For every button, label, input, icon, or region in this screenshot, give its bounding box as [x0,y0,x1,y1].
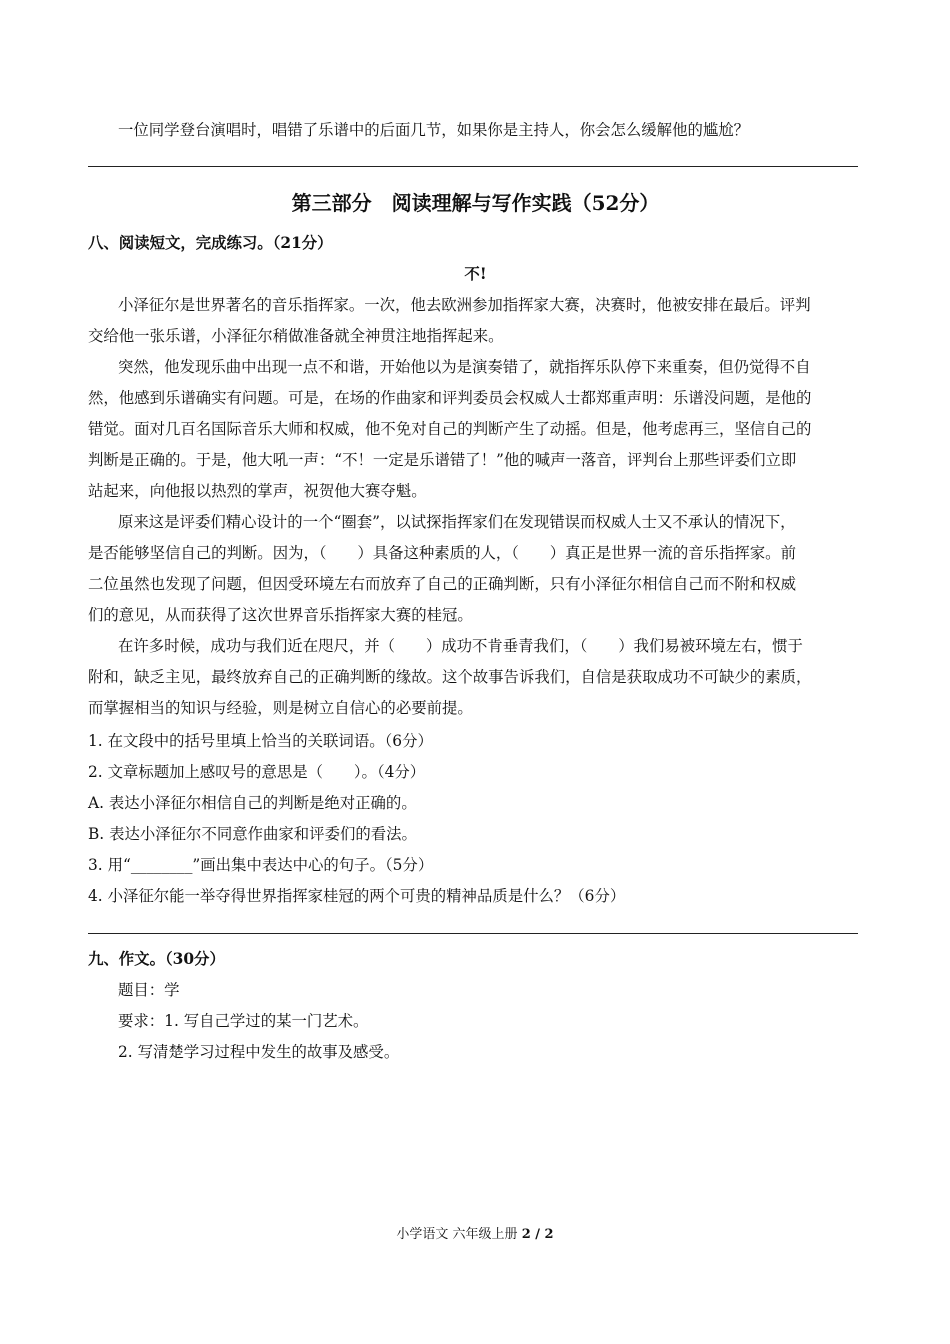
passage-line: 交给他一张乐谱，小泽征尔稍做准备就全神贯注地指挥起来。 [88,327,504,345]
passage-line: 判断是正确的。于是，他大吼一声：“不！一定是乐谱错了！”他的喊声一落音，评判台上那些评委们立即 [88,451,797,469]
answer-line [88,933,858,934]
essay-requirement-1: 要求：1. 写自己学过的某一门艺术。 [118,1012,369,1030]
passage-line: 错觉。面对几百名国际音乐大师和权威，他不免对自己的判断产生了动摇。但是，他考虑再三，坚信自己的 [88,420,812,438]
q9-heading: 九、作文。（30分） [88,950,225,968]
question-2: 2. 文章标题加上感叹号的意思是（ ）。（4分） [88,763,426,781]
passage-line: 突然，他发现乐曲中出现一点不和谐，开始他以为是演奏错了，就指挥乐队停下来重奏，但仍觉得不自 [118,358,811,376]
passage-line: 是否能够坚信自己的判断。因为，（ ）具备这种素质的人，（ ）真正是世界一流的音乐指挥家。前 [88,544,796,562]
option-b: B. 表达小泽征尔不同意作曲家和评委们的看法。 [88,825,417,843]
option-a: A. 表达小泽征尔相信自己的判断是绝对正确的。 [88,794,417,812]
passage-line: 附和，缺乏主见，最终放弃自己的正确判断的缘故。这个故事告诉我们，自信是获取成功不可缺少的素质， [88,668,812,686]
passage-line: 二位虽然也发现了问题，但因受环境左右而放弃了自己的正确判断，只有小泽征尔相信自己而不附和权威 [88,575,796,593]
passage-line: 小泽征尔是世界著名的音乐指挥家。一次，他去欧洲参加指挥家大赛，决赛时，他被安排在最后。评判 [118,296,811,314]
passage-line: 然，他感到乐谱确实有问题。可是，在场的作曲家和评判委员会权威人士都郑重声明：乐谱没问题，是他的 [88,389,812,407]
question-1: 1. 在文段中的括号里填上恰当的关联词语。（6分） [88,732,433,750]
story-title: 不! [464,265,487,283]
page-number: 2 / 2 [521,1227,554,1242]
passage-line: 站起来，向他报以热烈的掌声，祝贺他大赛夺魁。 [88,482,427,500]
question-4: 4. 小泽征尔能一举夺得世界指挥家桂冠的两个可贵的精神品质是什么？（6分） [88,887,626,905]
essay-topic: 题目：学 [118,981,180,999]
passage-line: 在许多时候，成功与我们近在咫尺，并（ ）成功不肯垂青我们，（ ）我们易被环境左右，惯于 [118,637,803,655]
q8-heading: 八、阅读短文，完成练习。（21分） [88,234,333,252]
essay-requirement-2: 2. 写清楚学习过程中发生的故事及感受。 [118,1043,400,1061]
answer-line [88,166,858,167]
top-question: 一位同学登台演唱时，唱错了乐谱中的后面几节，如果你是主持人，你会怎么缓解他的尴尬？ [118,121,750,139]
passage-line: 而掌握相当的知识与经验，则是树立自信心的必要前提。 [88,699,473,717]
passage-line: 原来这是评委们精心设计的一个“圈套”，以试探指挥家们在发现错误而权威人士又不承认的情况下， [118,513,796,531]
passage-line: 们的意见，从而获得了这次世界音乐指挥家大赛的桂冠。 [88,606,473,624]
part3-title: 第三部分 阅读理解与写作实践（52分） [291,191,660,215]
footer-text: 小学语文 六年级上册 [396,1227,522,1242]
question-3: 3. 用“________”画出集中表达中心的句子。（5分） [88,856,434,874]
page-footer [0,1226,950,1244]
